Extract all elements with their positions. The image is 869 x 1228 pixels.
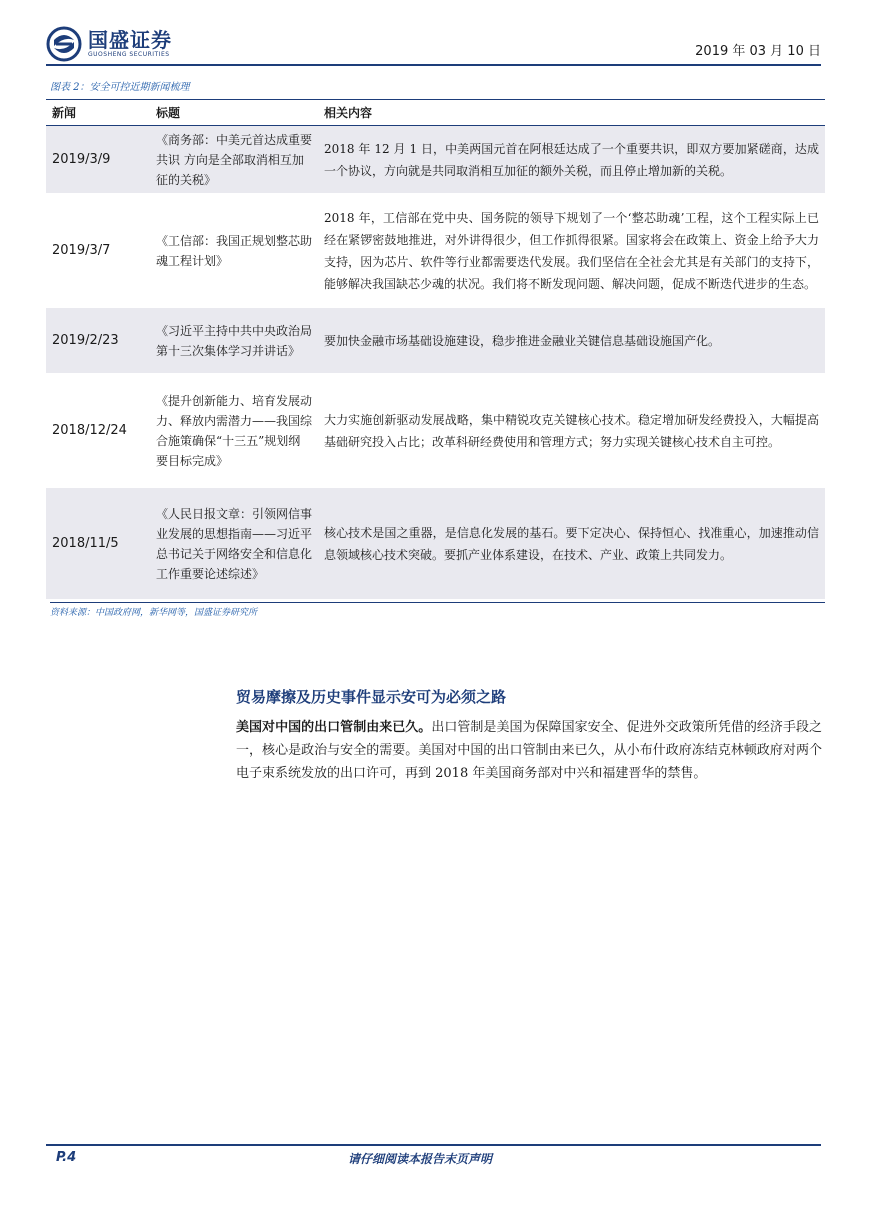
table-caption: 图表 2：安全可控近期新闻梳理	[50, 82, 190, 93]
row-content: 要加快金融市场基础设施建设，稳步推进金融业关键信息基础设施国产化。	[318, 308, 825, 374]
table-row	[46, 194, 825, 308]
table-row	[46, 374, 825, 488]
row-content: 2018 年，工信部在党中央、国务院的领导下规划了一个‘整芯助魂’工程，这个工程实际上已经在紧锣密鼓地推进，对外讲得很少，但工作抓得很紧。国家将会在政策上、资金上给予大力支持，因为芯片、软件等行业都需要迭代发展。我们坚信在全社会尤其是有关部门的支持下，能够解决我国缺芯少魂的状况。我们将不断发现问题、解决问题，促成不断迭代进步的生态。	[318, 194, 825, 308]
row-title: 《工信部：我国正规划整芯助魂工程计划》	[150, 194, 318, 308]
row-content: 核心技术是国之重器，是信息化发展的基石。要下定决心、保持恒心、找准重心，加速推动信息领域核心技术突破。要抓产业体系建设，在技术、产业、政策上共同发力。	[318, 488, 825, 600]
news-table	[46, 99, 825, 600]
row-title: 《人民日报文章：引领网信事业发展的思想指南——习近平总书记关于网络安全和信息化工作重要论述综述》	[150, 488, 318, 600]
paragraph-body: 出口管制是美国为保障国家安全、促进外交政策所凭借的经济手段之一，核心是政治与安全的需要。美国对中国的出口管制由来已久，从小布什政府冻结克林顿政府对两个电子束系统发放的出口许可，再到 2018 年美国商务部对中兴和福建晋华的禁售。	[236, 720, 822, 781]
table-header-row	[46, 100, 825, 126]
row-title: 《商务部：中美元首达成重要共识 方向是全部取消相互加征的关税》	[150, 126, 318, 194]
report-date: 2019 年 03 月 10 日	[695, 44, 821, 59]
brand-logo	[46, 26, 172, 62]
row-date: 2018/11/5	[46, 488, 150, 600]
brand-name: 国盛证券	[88, 28, 172, 52]
row-content: 2018 年 12 月 1 日，中美两国元首在阿根廷达成了一个重要共识，即双方要加紧磋商，达成一个协议，方向就是共同取消相互加征的额外关税，而且停止增加新的关税。	[318, 126, 825, 194]
row-title: 《习近平主持中共中央政治局第十三次集体学习并讲话》	[150, 308, 318, 374]
table-row	[46, 308, 825, 374]
page-header	[46, 24, 821, 64]
column-header-content: 相关内容	[318, 100, 825, 126]
row-date: 2019/3/7	[46, 194, 150, 308]
brand-name-en: GUOSHENG SECURITIES	[88, 51, 170, 58]
table-source-note: 资料来源：中国政府网，新华网等，国盛证券研究所	[50, 602, 825, 618]
row-date: 2018/12/24	[46, 374, 150, 488]
footer-divider	[46, 1144, 821, 1146]
section-heading: 贸易摩擦及历史事件显示安可为必须之路	[236, 688, 507, 706]
row-date: 2019/2/23	[46, 308, 150, 374]
table-row	[46, 488, 825, 600]
column-header-title: 标题	[150, 100, 318, 126]
row-date: 2019/3/9	[46, 126, 150, 194]
page-number: P.4	[56, 1150, 77, 1165]
body-paragraph	[236, 716, 822, 785]
row-content: 大力实施创新驱动发展战略，集中精锐攻克关键核心技术。稳定增加研发经费投入，大幅提高基础研究投入占比；改革科研经费使用和管理方式；努力实现关键核心技术自主可控。	[318, 374, 825, 488]
column-header-news: 新闻	[46, 100, 150, 126]
disclaimer-note: 请仔细阅读本报告末页声明	[348, 1152, 493, 1166]
table-row	[46, 126, 825, 194]
row-title: 《提升创新能力、培育发展动力、释放内需潜力——我国综合施策确保“十三五”规划纲要目标完成》	[150, 374, 318, 488]
paragraph-lead: 美国对中国的出口管制由来已久。	[236, 720, 432, 735]
header-divider	[46, 64, 821, 66]
guosheng-logo-icon	[46, 26, 84, 62]
